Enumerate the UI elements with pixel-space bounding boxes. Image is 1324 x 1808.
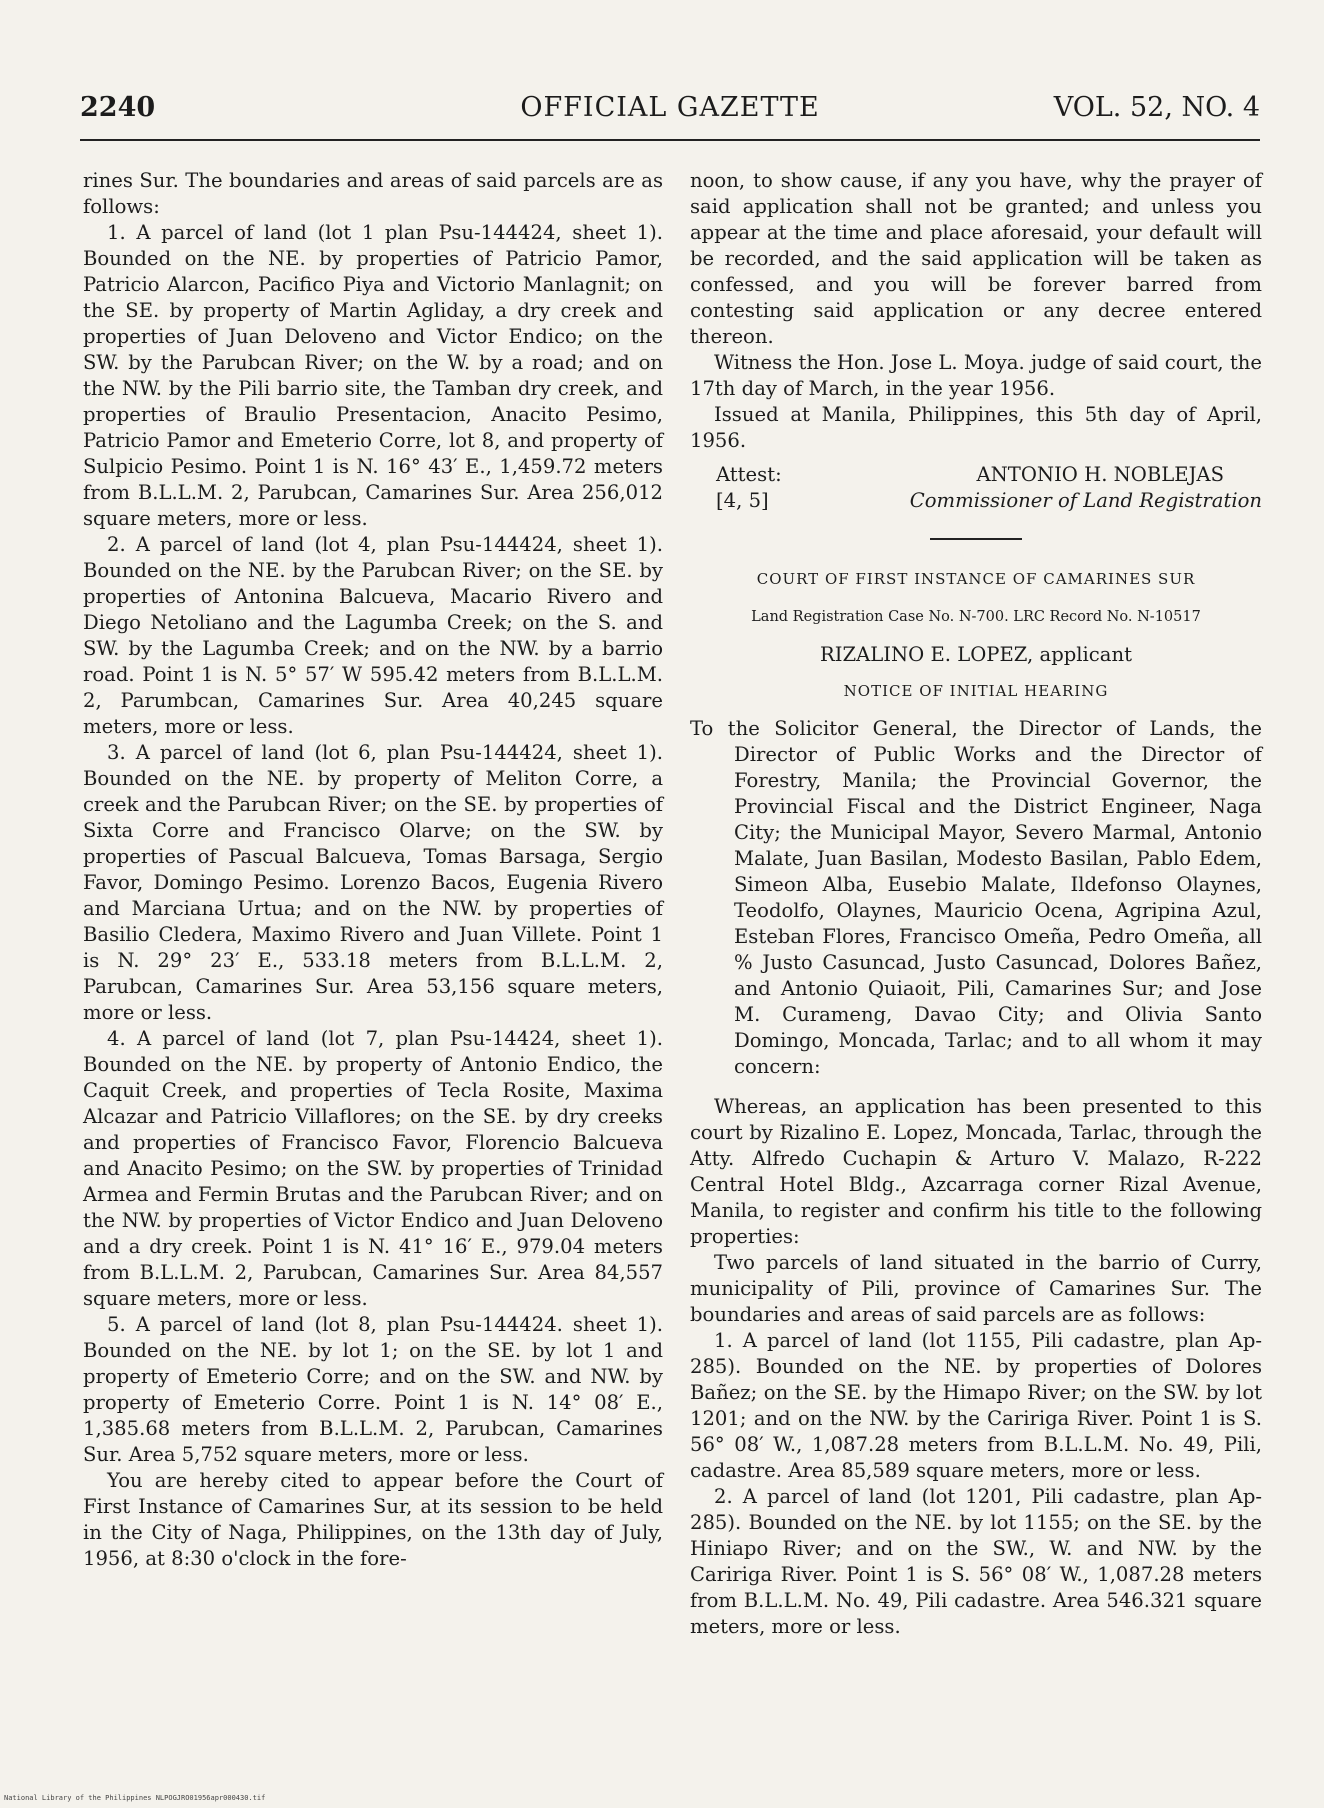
addressees-paragraph: To the Solicitor General, the Director of Lands, the Director of Public Works and the Director of Forestry, Manila; the Provincial Governor, the Provincial Fiscal and the District Engineer, Naga City; the Municipal Mayor, Severo Marmal, Antonio Malate, Juan Basilan, Modesto Basilan, Pablo Edem, Simeon Alba, Eusebio Malate, Ildefonso Olaynes, Teodolfo, Olaynes, Mauricio Ocena, Agripina Azul, Esteban Flores, Francisco Omeña, Pedro Omeña, all % Justo Casuncad, Justo Casuncad, Dolores Bañez, and Antonio Quiaoit, Pili, Camarines Sur; and Jose M. Curameng, Davao City; and Olivia Santo Domingo, Moncada, Tarlac; and to all whom it may concern: — [690, 717, 1262, 1078]
parcel-paragraph: 2. A parcel of land (lot 4, plan Psu-144424, sheet 1). Bounded on the NE. by the Parubcan River; on the SE. by properties of Antonina Balcueva, Macario Rivero and Diego Netoliano and the Lagumba Creek; on the S. and SW. by the Lagumba Creek; and on the NW. by a barrio road. Point 1 is N. 5° 57′ W 595.42 meters from B.L.L.M. 2, Parumbcan, Camarines Sur. Area 40,245 square meters, more or less. — [83, 533, 663, 738]
court-heading: COURT OF FIRST INSTANCE OF CAMARINES SUR — [756, 570, 1196, 588]
notice-paragraph: 2. A parcel of land (lot 1201, Pili cadastre, plan Ap-285). Bounded on the NE. by lot 1155; on the SE. by the Hiniapo River; and on the SW., W. and NW. by the Caririga River. Point 1 is S. 56° 08′ W., 1,087.28 meters from B.L.L.M. No. 49, Pili cadastre. Area 546.321 square meters, more or less. — [690, 1485, 1262, 1638]
header-rule — [80, 139, 1260, 141]
right-column — [690, 168, 1262, 1640]
applicant-line: RIZALINO E. LOPEZ, applicant — [820, 643, 1132, 666]
notice-paragraph: Whereas, an application has been presented to this court by Rizalino E. Lopez, Moncada, Tarlac, through the Atty. Alfredo Cuchapin & Arturo V. Malazo, R-222 Central Hotel Bldg., Azcarraga corner Rizal Avenue, Manila, to register and confirm his title to the following properties: — [690, 1095, 1262, 1248]
left-paragraph: rines Sur. The boundaries and areas of said parcels are as follows: — [83, 169, 663, 218]
section-divider — [930, 538, 1022, 540]
witness-paragraph: Witness the Hon. Jose L. Moya. judge of said court, the 17th day of March, in the year 1956. — [690, 351, 1262, 400]
case-number: Land Registration Case No. N-700. LRC Record No. N-10517 — [751, 609, 1201, 625]
continuation-paragraph: noon, to show cause, if any you have, why the prayer of said application shall not be granted; and unless you appear at the time and place aforesaid, your default will be recorded, and the said application will be taken as confessed, and you will be forever barred from contesting said application or any decree entered thereon. — [690, 169, 1262, 348]
volume-number: VOL. 52, NO. 4 — [1053, 92, 1260, 123]
notice-paragraph: 1. A parcel of land (lot 1155, Pili cadastre, plan Ap-285). Bounded on the NE. by properties of Dolores Bañez; on the SE. by the Himapo River; on the SW. by lot 1201; and on the NW. by the Caririga River. Point 1 is S. 56° 08′ W., 1,087.28 meters from B.L.L.M. No. 49, Pili, cadastre. Area 85,589 square meters, more or less. — [690, 1329, 1262, 1482]
attest-label: Attest: — [716, 463, 782, 486]
attestation — [690, 462, 1262, 516]
page-number: 2240 — [80, 92, 156, 123]
parcel-paragraph: 3. A parcel of land (lot 6, plan Psu-144424, sheet 1). Bounded on the NE. by property of Meliton Corre, a creek and the Parubcan River; on the SE. by properties of Sixta Corre and Francisco Olarve; on the SW. by properties of Pascual Balcueva, Tomas Barsaga, Sergio Favor, Domingo Pesimo. Lorenzo Bacos, Eugenia Rivero and Marciana Urtua; and on the NW. by properties of Basilio Cledera, Maximo Rivero and Juan Villete. Point 1 is N. 29° 23′ E., 533.18 meters from B.L.L.M. 2, Parubcan, Camarines Sur. Area 53,156 square meters, more or less. — [83, 741, 663, 1024]
notice-heading: NOTICE OF INITIAL HEARING — [843, 682, 1109, 700]
parcel-paragraph: 1. A parcel of land (lot 1 plan Psu-144424, sheet 1). Bounded on the NE. by properties of Patricio Pamor, Patricio Alarcon, Pacifico Piya and Victorio Manlagnit; on the SE. by property of Martin Agliday, a dry creek and properties of Juan Deloveno and Victor Endico; on the SW. by the Parubcan River; on the W. by a road; and on the NW. by the Pili barrio site, the Tamban dry creek, and properties of Braulio Presentacion, Anacito Pesimo, Patricio Pamor and Emeterio Corre, lot 8, and property of Sulpicio Pesimo. Point 1 is N. 16° 43′ E., 1,459.72 meters from B.L.L.M. 2, Parubcan, Camarines Sur. Area 256,012 square meters, more or less. — [83, 221, 663, 530]
page-header — [80, 92, 1260, 136]
left-column — [83, 168, 663, 1572]
parcel-paragraph: 5. A parcel of land (lot 8, plan Psu-144424. sheet 1). Bounded on the NE. by lot 1; on the SE. by lot 1 and property of Emeterio Corre; and on the SW. and NW. by property of Emeterio Corre. Point 1 is N. 14° 08′ E., 1,385.68 meters from B.L.L.M. 2, Parubcan, Camarines Sur. Area 5,752 square meters, more or less. — [83, 1313, 663, 1466]
attest-title: Commissioner of Land Registration — [909, 489, 1262, 512]
attest-ref: [4, 5] — [716, 489, 769, 512]
publication-title: OFFICIAL GAZETTE — [520, 92, 820, 123]
summons-paragraph: You are hereby cited to appear before the Court of First Instance of Camarines Sur, at its session to be held in the City of Naga, Philippines, on the 13th day of July, 1956, at 8:30 o'clock in the fore- — [83, 1469, 663, 1570]
scan-footer: National Library of the Philippines NLPOGJRO01956apr000430.tif — [4, 1794, 266, 1802]
attest-name: ANTONIO H. NOBLEJAS — [976, 463, 1224, 486]
notice-paragraph: Two parcels of land situated in the barrio of Curry, municipality of Pili, province of Camarines Sur. The boundaries and areas of said parcels are as follows: — [690, 1251, 1262, 1326]
parcel-paragraph: 4. A parcel of land (lot 7, plan Psu-14424, sheet 1). Bounded on the NE. by property of Antonio Endico, the Caquit Creek, and properties of Tecla Rosite, Maxima Alcazar and Patricio Villaflores; on the SE. by dry creeks and properties of Francisco Favor, Florencio Balcueva and Anacito Pesimo; on the SW. by properties of Trinidad Armea and Fermin Brutas and the Parubcan River; and on the NW. by properties of Victor Endico and Juan Deloveno and a dry creek. Point 1 is N. 41° 16′ E., 979.04 meters from B.L.L.M. 2, Parubcan, Camarines Sur. Area 84,557 square meters, more or less. — [83, 1027, 663, 1310]
issued-paragraph: Issued at Manila, Philippines, this 5th day of April, 1956. — [690, 403, 1262, 452]
